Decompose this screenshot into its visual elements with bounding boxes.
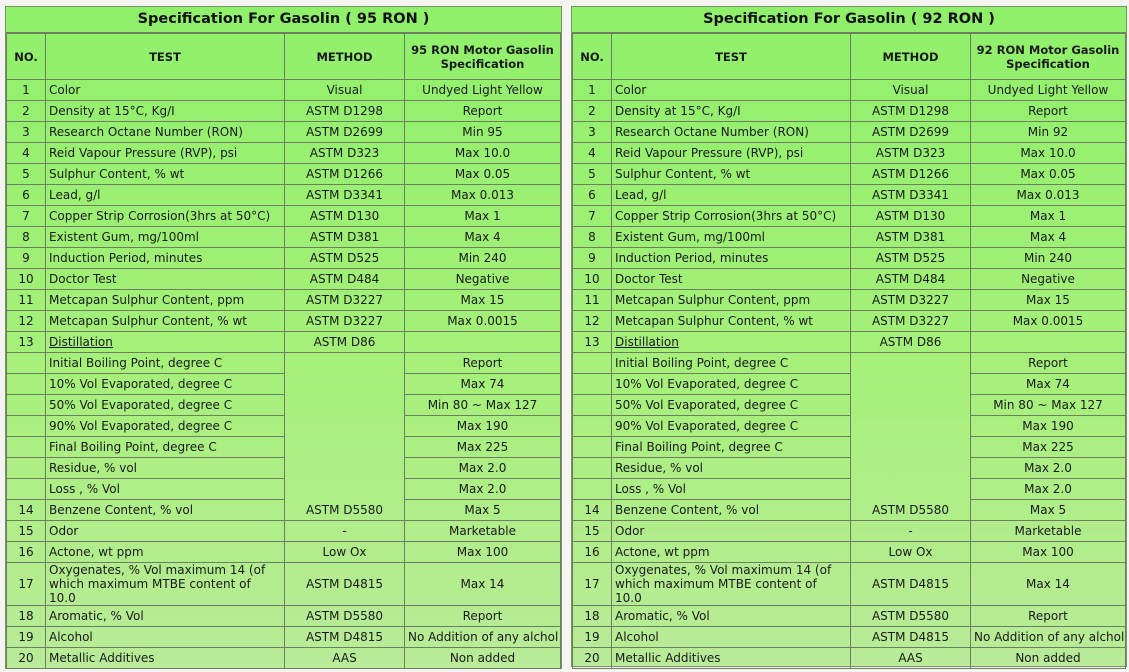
row-spec: Max 4 xyxy=(971,227,1126,248)
row-no: 17 xyxy=(573,563,612,606)
row-no: 18 xyxy=(573,606,612,627)
row-method: ASTM D2699 xyxy=(285,122,405,143)
row-spec: Marketable xyxy=(971,521,1126,542)
table-row xyxy=(7,500,561,521)
row-method: ASTM D5580 xyxy=(285,606,405,627)
row-method: ASTM D1266 xyxy=(851,164,971,185)
row-no: 2 xyxy=(7,101,46,122)
row-spec: Max 74 xyxy=(971,374,1126,395)
row-no: 15 xyxy=(7,521,46,542)
row-test: Sulphur Content, % wt xyxy=(612,164,851,185)
row-no xyxy=(7,353,46,374)
row-spec: No Addition of any alchol xyxy=(405,627,561,648)
table-row xyxy=(7,290,561,311)
table-row xyxy=(573,563,1126,606)
row-method: ASTM D4815 xyxy=(285,563,405,606)
row-method: ASTM D4815 xyxy=(851,563,971,606)
row-spec: Report xyxy=(971,606,1126,627)
row-spec: Max 14 xyxy=(971,563,1126,606)
row-no: 13 xyxy=(7,332,46,353)
table-row xyxy=(573,269,1126,290)
row-test: Sulphur Content, % wt xyxy=(46,164,285,185)
row-no: 4 xyxy=(573,143,612,164)
table-title: Specification For Gasolin ( 92 RON ) xyxy=(572,7,1126,33)
table-row xyxy=(573,416,1126,437)
row-no: 20 xyxy=(573,648,612,669)
row-test: Actone, wt ppm xyxy=(612,542,851,563)
table-row xyxy=(7,353,561,374)
header-spec: 95 RON Motor Gasolin Specification xyxy=(405,34,561,80)
row-test: Actone, wt ppm xyxy=(46,542,285,563)
spec-table xyxy=(572,33,1126,669)
row-method: ASTM D3227 xyxy=(285,290,405,311)
row-spec: Undyed Light Yellow xyxy=(405,80,561,101)
table-row xyxy=(7,248,561,269)
row-method: ASTM D3227 xyxy=(285,311,405,332)
table-row xyxy=(573,500,1126,521)
row-no: 1 xyxy=(7,80,46,101)
row-test: Doctor Test xyxy=(612,269,851,290)
row-method: ASTM D5580 xyxy=(851,500,971,521)
row-no xyxy=(7,374,46,395)
row-spec: Report xyxy=(971,101,1126,122)
table-row xyxy=(7,311,561,332)
table-row xyxy=(7,332,561,353)
table-row xyxy=(7,437,561,458)
row-no: 11 xyxy=(573,290,612,311)
row-test: Distillation xyxy=(612,332,851,353)
header-test: TEST xyxy=(46,34,285,80)
row-method: AAS xyxy=(851,648,971,669)
row-spec: Max 14 xyxy=(405,563,561,606)
row-spec: Non added xyxy=(405,648,561,669)
row-spec: Min 92 xyxy=(971,122,1126,143)
table-row xyxy=(7,122,561,143)
row-spec: Max 0.013 xyxy=(971,185,1126,206)
table-row xyxy=(573,290,1126,311)
table-row xyxy=(7,542,561,563)
row-spec: Max 1 xyxy=(971,206,1126,227)
row-method xyxy=(851,458,971,479)
table-row xyxy=(573,185,1126,206)
row-spec xyxy=(405,332,561,353)
row-test: Benzene Content, % vol xyxy=(612,500,851,521)
row-no: 4 xyxy=(7,143,46,164)
row-test: Lead, g/l xyxy=(46,185,285,206)
row-method: ASTM D525 xyxy=(285,248,405,269)
row-test: Density at 15°C, Kg/I xyxy=(612,101,851,122)
row-method xyxy=(285,416,405,437)
row-no: 15 xyxy=(573,521,612,542)
row-method: ASTM D484 xyxy=(285,269,405,290)
row-test: Lead, g/l xyxy=(612,185,851,206)
table-row xyxy=(7,185,561,206)
row-spec: Min 80 ~ Max 127 xyxy=(971,395,1126,416)
row-no: 8 xyxy=(573,227,612,248)
row-no: 8 xyxy=(7,227,46,248)
row-spec: Undyed Light Yellow xyxy=(971,80,1126,101)
row-no: 18 xyxy=(7,606,46,627)
row-method: ASTM D323 xyxy=(285,143,405,164)
row-no: 11 xyxy=(7,290,46,311)
table-row xyxy=(573,206,1126,227)
row-test: Final Boiling Point, degree C xyxy=(612,437,851,458)
row-test: Induction Period, minutes xyxy=(612,248,851,269)
header-test: TEST xyxy=(612,34,851,80)
table-row xyxy=(573,227,1126,248)
table-row xyxy=(573,143,1126,164)
row-method xyxy=(851,479,971,500)
table-row xyxy=(573,248,1126,269)
row-spec: Max 100 xyxy=(405,542,561,563)
row-method: AAS xyxy=(285,648,405,669)
row-method: ASTM D4815 xyxy=(851,627,971,648)
row-no xyxy=(573,479,612,500)
table-row xyxy=(7,374,561,395)
row-method: ASTM D381 xyxy=(285,227,405,248)
row-no xyxy=(573,353,612,374)
row-spec: Report xyxy=(405,101,561,122)
table-row xyxy=(573,606,1126,627)
row-test: Odor xyxy=(612,521,851,542)
row-test: Research Octane Number (RON) xyxy=(46,122,285,143)
row-spec: Max 74 xyxy=(405,374,561,395)
table-title: Specification For Gasolin ( 95 RON ) xyxy=(6,7,561,33)
table-row xyxy=(573,353,1126,374)
spec-table xyxy=(6,33,561,669)
row-test: 10% Vol Evaporated, degree C xyxy=(612,374,851,395)
row-test: Residue, % vol xyxy=(612,458,851,479)
row-spec: Max 2.0 xyxy=(971,458,1126,479)
row-no xyxy=(573,416,612,437)
row-method: ASTM D3227 xyxy=(851,290,971,311)
row-method: ASTM D2699 xyxy=(851,122,971,143)
table-row xyxy=(7,143,561,164)
table-row xyxy=(573,542,1126,563)
row-test: Metallic Additives xyxy=(46,648,285,669)
row-method: ASTM D130 xyxy=(285,206,405,227)
row-method xyxy=(285,353,405,374)
row-spec: Max 0.05 xyxy=(405,164,561,185)
row-spec: Max 15 xyxy=(971,290,1126,311)
header-method: METHOD xyxy=(285,34,405,80)
row-method xyxy=(285,479,405,500)
row-spec: Report xyxy=(405,606,561,627)
row-no: 5 xyxy=(7,164,46,185)
row-no xyxy=(7,458,46,479)
row-spec: Max 1 xyxy=(405,206,561,227)
row-test: 50% Vol Evaporated, degree C xyxy=(612,395,851,416)
row-no xyxy=(573,458,612,479)
row-no: 10 xyxy=(573,269,612,290)
row-method: - xyxy=(285,521,405,542)
row-test: Reid Vapour Pressure (RVP), psi xyxy=(46,143,285,164)
row-test: Final Boiling Point, degree C xyxy=(46,437,285,458)
row-method xyxy=(285,374,405,395)
table-row xyxy=(7,80,561,101)
row-no: 3 xyxy=(573,122,612,143)
row-method: Low Ox xyxy=(285,542,405,563)
row-no xyxy=(7,395,46,416)
row-method: ASTM D484 xyxy=(851,269,971,290)
row-spec: Max 190 xyxy=(405,416,561,437)
row-test: 50% Vol Evaporated, degree C xyxy=(46,395,285,416)
row-test: Color xyxy=(46,80,285,101)
table-row xyxy=(573,122,1126,143)
row-spec: Min 240 xyxy=(405,248,561,269)
row-test: Metcapan Sulphur Content, % wt xyxy=(46,311,285,332)
row-spec: Report xyxy=(971,353,1126,374)
table-row xyxy=(7,479,561,500)
row-spec: Max 4 xyxy=(405,227,561,248)
row-method: ASTM D4815 xyxy=(285,627,405,648)
table-row xyxy=(7,606,561,627)
table-row xyxy=(573,437,1126,458)
table-row xyxy=(573,458,1126,479)
row-spec xyxy=(971,332,1126,353)
row-no xyxy=(573,395,612,416)
row-test: Oxygenates, % Vol maximum 14 (of which maximum MTBE content of 10.0 xyxy=(46,563,285,606)
table-row xyxy=(7,563,561,606)
row-test: Benzene Content, % vol xyxy=(46,500,285,521)
table-row xyxy=(573,648,1126,669)
header-row xyxy=(573,34,1126,80)
row-no xyxy=(7,479,46,500)
table-row xyxy=(7,227,561,248)
table-row xyxy=(573,479,1126,500)
row-no: 16 xyxy=(573,542,612,563)
row-spec: Marketable xyxy=(405,521,561,542)
row-no: 14 xyxy=(573,500,612,521)
row-spec: Min 95 xyxy=(405,122,561,143)
row-no: 1 xyxy=(573,80,612,101)
row-no: 14 xyxy=(7,500,46,521)
row-method: Low Ox xyxy=(851,542,971,563)
row-no: 7 xyxy=(573,206,612,227)
row-spec: No Addition of any alchol xyxy=(971,627,1126,648)
row-spec: Max 2.0 xyxy=(971,479,1126,500)
row-no xyxy=(7,437,46,458)
row-spec: Max 10.0 xyxy=(971,143,1126,164)
table-row xyxy=(573,395,1126,416)
row-test: Induction Period, minutes xyxy=(46,248,285,269)
row-spec: Min 240 xyxy=(971,248,1126,269)
row-method: ASTM D5580 xyxy=(285,500,405,521)
row-spec: Max 0.0015 xyxy=(971,311,1126,332)
table-row xyxy=(7,269,561,290)
row-spec: Max 10.0 xyxy=(405,143,561,164)
table-row xyxy=(7,458,561,479)
row-spec: Max 0.05 xyxy=(971,164,1126,185)
row-test: Metcapan Sulphur Content, % wt xyxy=(612,311,851,332)
row-method xyxy=(851,353,971,374)
row-method: ASTM D130 xyxy=(851,206,971,227)
table-row xyxy=(573,374,1126,395)
row-spec: Max 225 xyxy=(971,437,1126,458)
row-spec: Max 2.0 xyxy=(405,458,561,479)
header-no: NO. xyxy=(7,34,46,80)
table-body xyxy=(7,80,561,669)
row-no: 3 xyxy=(7,122,46,143)
row-method: Visual xyxy=(285,80,405,101)
row-method xyxy=(851,395,971,416)
row-test: Loss , % Vol xyxy=(612,479,851,500)
row-method: ASTM D5580 xyxy=(851,606,971,627)
row-spec: Negative xyxy=(971,269,1126,290)
table-row xyxy=(7,395,561,416)
table-row xyxy=(573,311,1126,332)
row-method xyxy=(851,437,971,458)
row-no: 9 xyxy=(573,248,612,269)
row-method xyxy=(285,458,405,479)
table-row xyxy=(573,332,1126,353)
header-row xyxy=(7,34,561,80)
header-method: METHOD xyxy=(851,34,971,80)
row-test: Loss , % Vol xyxy=(46,479,285,500)
row-test: Distillation xyxy=(46,332,285,353)
row-test: Oxygenates, % Vol maximum 14 (of which maximum MTBE content of 10.0 xyxy=(612,563,851,606)
row-no: 6 xyxy=(573,185,612,206)
spec-table-92-ron xyxy=(571,6,1127,667)
table-row xyxy=(573,627,1126,648)
row-spec: Max 5 xyxy=(405,500,561,521)
row-spec: Min 80 ~ Max 127 xyxy=(405,395,561,416)
row-no: 7 xyxy=(7,206,46,227)
row-test: Reid Vapour Pressure (RVP), psi xyxy=(612,143,851,164)
row-test: 90% Vol Evaporated, degree C xyxy=(46,416,285,437)
row-spec: Max 225 xyxy=(405,437,561,458)
row-no: 20 xyxy=(7,648,46,669)
row-test: Metcapan Sulphur Content, ppm xyxy=(612,290,851,311)
row-test: Metallic Additives xyxy=(612,648,851,669)
row-no xyxy=(573,374,612,395)
table-row xyxy=(573,164,1126,185)
row-test: Doctor Test xyxy=(46,269,285,290)
row-test: Odor xyxy=(46,521,285,542)
row-test: Aromatic, % Vol xyxy=(46,606,285,627)
row-method: ASTM D1266 xyxy=(285,164,405,185)
table-body xyxy=(573,80,1126,669)
row-method xyxy=(851,374,971,395)
row-test: Residue, % vol xyxy=(46,458,285,479)
row-spec: Max 100 xyxy=(971,542,1126,563)
row-test: Copper Strip Corrosion(3hrs at 50°C) xyxy=(612,206,851,227)
row-method: ASTM D1298 xyxy=(285,101,405,122)
row-method: ASTM D381 xyxy=(851,227,971,248)
row-test: 10% Vol Evaporated, degree C xyxy=(46,374,285,395)
row-no: 12 xyxy=(573,311,612,332)
row-method: - xyxy=(851,521,971,542)
row-spec: Max 0.0015 xyxy=(405,311,561,332)
table-row xyxy=(7,648,561,669)
row-test: Copper Strip Corrosion(3hrs at 50°C) xyxy=(46,206,285,227)
table-row xyxy=(573,101,1126,122)
table-row xyxy=(7,416,561,437)
row-method: Visual xyxy=(851,80,971,101)
table-row xyxy=(573,521,1126,542)
row-test: Existent Gum, mg/100ml xyxy=(46,227,285,248)
row-test: Color xyxy=(612,80,851,101)
row-method: ASTM D3341 xyxy=(851,185,971,206)
table-row xyxy=(7,164,561,185)
row-test: Alcohol xyxy=(612,627,851,648)
row-no: 9 xyxy=(7,248,46,269)
row-test: Research Octane Number (RON) xyxy=(612,122,851,143)
row-method: ASTM D3227 xyxy=(851,311,971,332)
row-test: Existent Gum, mg/100ml xyxy=(612,227,851,248)
row-spec: Report xyxy=(405,353,561,374)
spec-table-95-ron xyxy=(5,6,562,669)
row-test: Alcohol xyxy=(46,627,285,648)
row-test: Metcapan Sulphur Content, ppm xyxy=(46,290,285,311)
row-method: ASTM D3341 xyxy=(285,185,405,206)
row-no: 10 xyxy=(7,269,46,290)
row-spec: Max 2.0 xyxy=(405,479,561,500)
row-no xyxy=(7,416,46,437)
row-spec: Non added xyxy=(971,648,1126,669)
row-no: 12 xyxy=(7,311,46,332)
row-test: Initial Boiling Point, degree C xyxy=(46,353,285,374)
table-row xyxy=(7,627,561,648)
row-test: Aromatic, % Vol xyxy=(612,606,851,627)
row-no: 19 xyxy=(7,627,46,648)
row-spec: Max 190 xyxy=(971,416,1126,437)
row-method: ASTM D86 xyxy=(851,332,971,353)
row-no: 2 xyxy=(573,101,612,122)
row-no xyxy=(573,437,612,458)
row-method: ASTM D323 xyxy=(851,143,971,164)
table-row xyxy=(7,521,561,542)
row-spec: Max 0.013 xyxy=(405,185,561,206)
table-row xyxy=(573,80,1126,101)
row-no: 5 xyxy=(573,164,612,185)
row-no: 19 xyxy=(573,627,612,648)
row-no: 13 xyxy=(573,332,612,353)
row-spec: Max 15 xyxy=(405,290,561,311)
row-method: ASTM D86 xyxy=(285,332,405,353)
row-method xyxy=(851,416,971,437)
row-spec: Negative xyxy=(405,269,561,290)
row-no: 17 xyxy=(7,563,46,606)
row-no: 16 xyxy=(7,542,46,563)
row-method: ASTM D525 xyxy=(851,248,971,269)
header-no: NO. xyxy=(573,34,612,80)
row-test: Initial Boiling Point, degree C xyxy=(612,353,851,374)
row-method: ASTM D1298 xyxy=(851,101,971,122)
table-row xyxy=(7,101,561,122)
row-method xyxy=(285,395,405,416)
header-spec: 92 RON Motor Gasolin Specification xyxy=(971,34,1126,80)
table-row xyxy=(7,206,561,227)
row-test: Density at 15°C, Kg/I xyxy=(46,101,285,122)
row-method xyxy=(285,437,405,458)
row-spec: Max 5 xyxy=(971,500,1126,521)
row-no: 6 xyxy=(7,185,46,206)
row-test: 90% Vol Evaporated, degree C xyxy=(612,416,851,437)
